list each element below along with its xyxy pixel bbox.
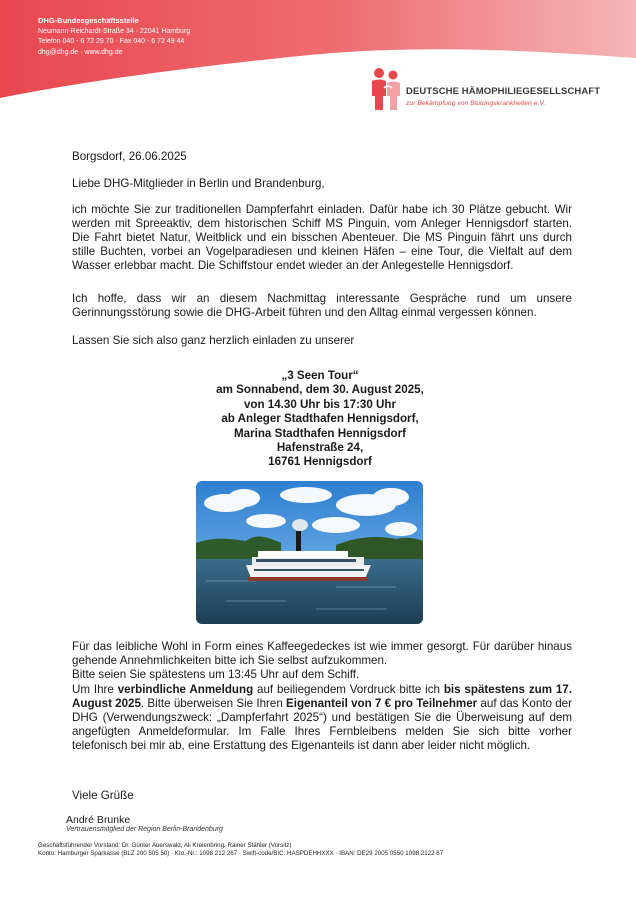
sender-phone: Telefon 040 - 6 72 29 70 · Fax 040 - 6 72 49 44 (38, 38, 185, 45)
boarding-time: Bitte seien Sie spätestens um 13:45 Uhr auf dem Schiff. (72, 668, 360, 681)
signature-name: André Brunke (66, 814, 131, 826)
footer-board: Geschäftsführender Vorstand: Dr. Günter Auerswald, Ali Kreienbring, Rainer Stähler (Vorsitz) (38, 842, 292, 849)
reg-text-4: auf das Konto der DHG (Verwendungszweck: „Dampferfahrt 2025“) und bestätigen Sie die Überweisung auf dem angefügten Anmeldeformular. Im Falle Ihres Fernbleibens melden Sie sich bitte vorher telefonisch bei mir ab, eine Erstattung des Eigenanteils ist dann aber leider nicht möglich. (72, 697, 572, 752)
reg-bold-fee: Eigenanteil von 7 € pro Teilnehmer (286, 697, 478, 710)
greeting: Liebe DHG-Mitglieder in Berlin und Brandenburg, (72, 177, 325, 190)
logo-subtitle: zur Bekämpfung von Blutungskrankheiten e.V. (406, 100, 546, 107)
event-details (150, 369, 490, 470)
catering-text: Für das leibliche Wohl in Form eines Kaffeegedeckes ist wie immer gesorgt. Für darüber hinaus gehende Annehmlichkeiten bitte ich Sie selbst aufzukommen. (72, 640, 572, 667)
footer (38, 842, 598, 859)
reg-text-1: Um Ihre (72, 683, 118, 696)
signature-role: Vertrauensmitglied der Region Berlin-Brandenburg (66, 826, 223, 833)
paragraph-catering (72, 640, 572, 682)
sender-web: dhg@dhg.de · www.dhg.de (38, 48, 123, 56)
paragraph-hope: Ich hoffe, dass wir an diesem Nachmittag interessante Gespräche rund um unsere Gerinnungsstörung sowie die DHG-Arbeit führen und den Alltag einmal vergessen können. (72, 292, 572, 319)
reg-text-2: auf beiliegendem Vordruck bitte ich (253, 683, 444, 696)
steamboat-photo (196, 481, 423, 624)
logo-figures-icon (368, 66, 404, 112)
event-street: Hafenstraße 24, (276, 441, 364, 455)
event-date: am Sonnabend, dem 30. August 2025, (216, 383, 424, 397)
paragraph-registration (72, 683, 572, 753)
reg-bold-binding: verbindliche Anmeldung (117, 683, 254, 696)
event-place-1: ab Anleger Stadthafen Hennigsdorf, (221, 412, 419, 426)
date-line: Borgsdorf, 26.06.2025 (72, 150, 187, 163)
sender-address (38, 16, 190, 58)
closing: Viele Grüße (72, 789, 134, 802)
signature-block (66, 814, 223, 833)
footer-bank: Konto: Hamburger Sparkasse (BLZ 200 505 50) · Kto.-Nr.: 1098 212 267 · Swift-code/BIC: HASPDEHHXXX · IBAN: DE29 2005 0550 1098 2122 67 (38, 850, 444, 858)
dhg-logo (368, 66, 608, 116)
event-place-2: Marina Stadthafen Hennigsdorf (234, 426, 406, 440)
reg-bold-deadline: bis spätestens zum 17. August 2025 (72, 683, 572, 710)
paragraph-invite: Lassen Sie sich also ganz herzlich einladen zu unserer (72, 334, 355, 347)
sender-street: Neumann-Reichardt-Straße 34 · 22041 Hamburg (38, 27, 191, 35)
logo-title: DEUTSCHE HÄMOPHILIEGESELLSCHAFT (406, 86, 601, 97)
event-city: 16761 Hennigsdorf (268, 455, 372, 469)
reg-text-3: . Bitte überweisen Sie Ihren (140, 697, 287, 710)
event-title: „3 Seen Tour“ (281, 369, 359, 382)
event-time: von 14.30 Uhr bis 17:30 Uhr (243, 397, 397, 411)
paragraph-intro: ich möchte Sie zur traditionellen Dampferfahrt einladen. Dafür habe ich 30 Plätze gebucht. Wir werden mit Spreeaktiv, dem historischen Schiff MS Pinguin, vom Anleger Hennigsdorf starten. Die Fahrt bietet Natur, Weitblick und ein bisschen Abenteuer. Die MS Pinguin fährt uns durch stille Buchten, vorbei an Vogelparadiesen und kleinen Häfen – eine Tour, die Vielfalt auf dem Wasser erlebbar macht. Die Schiffstour endet wieder an der Anlegestelle Hennigsdorf. (72, 203, 572, 272)
sender-name: DHG-Bundesgeschäftsstelle (38, 16, 139, 25)
